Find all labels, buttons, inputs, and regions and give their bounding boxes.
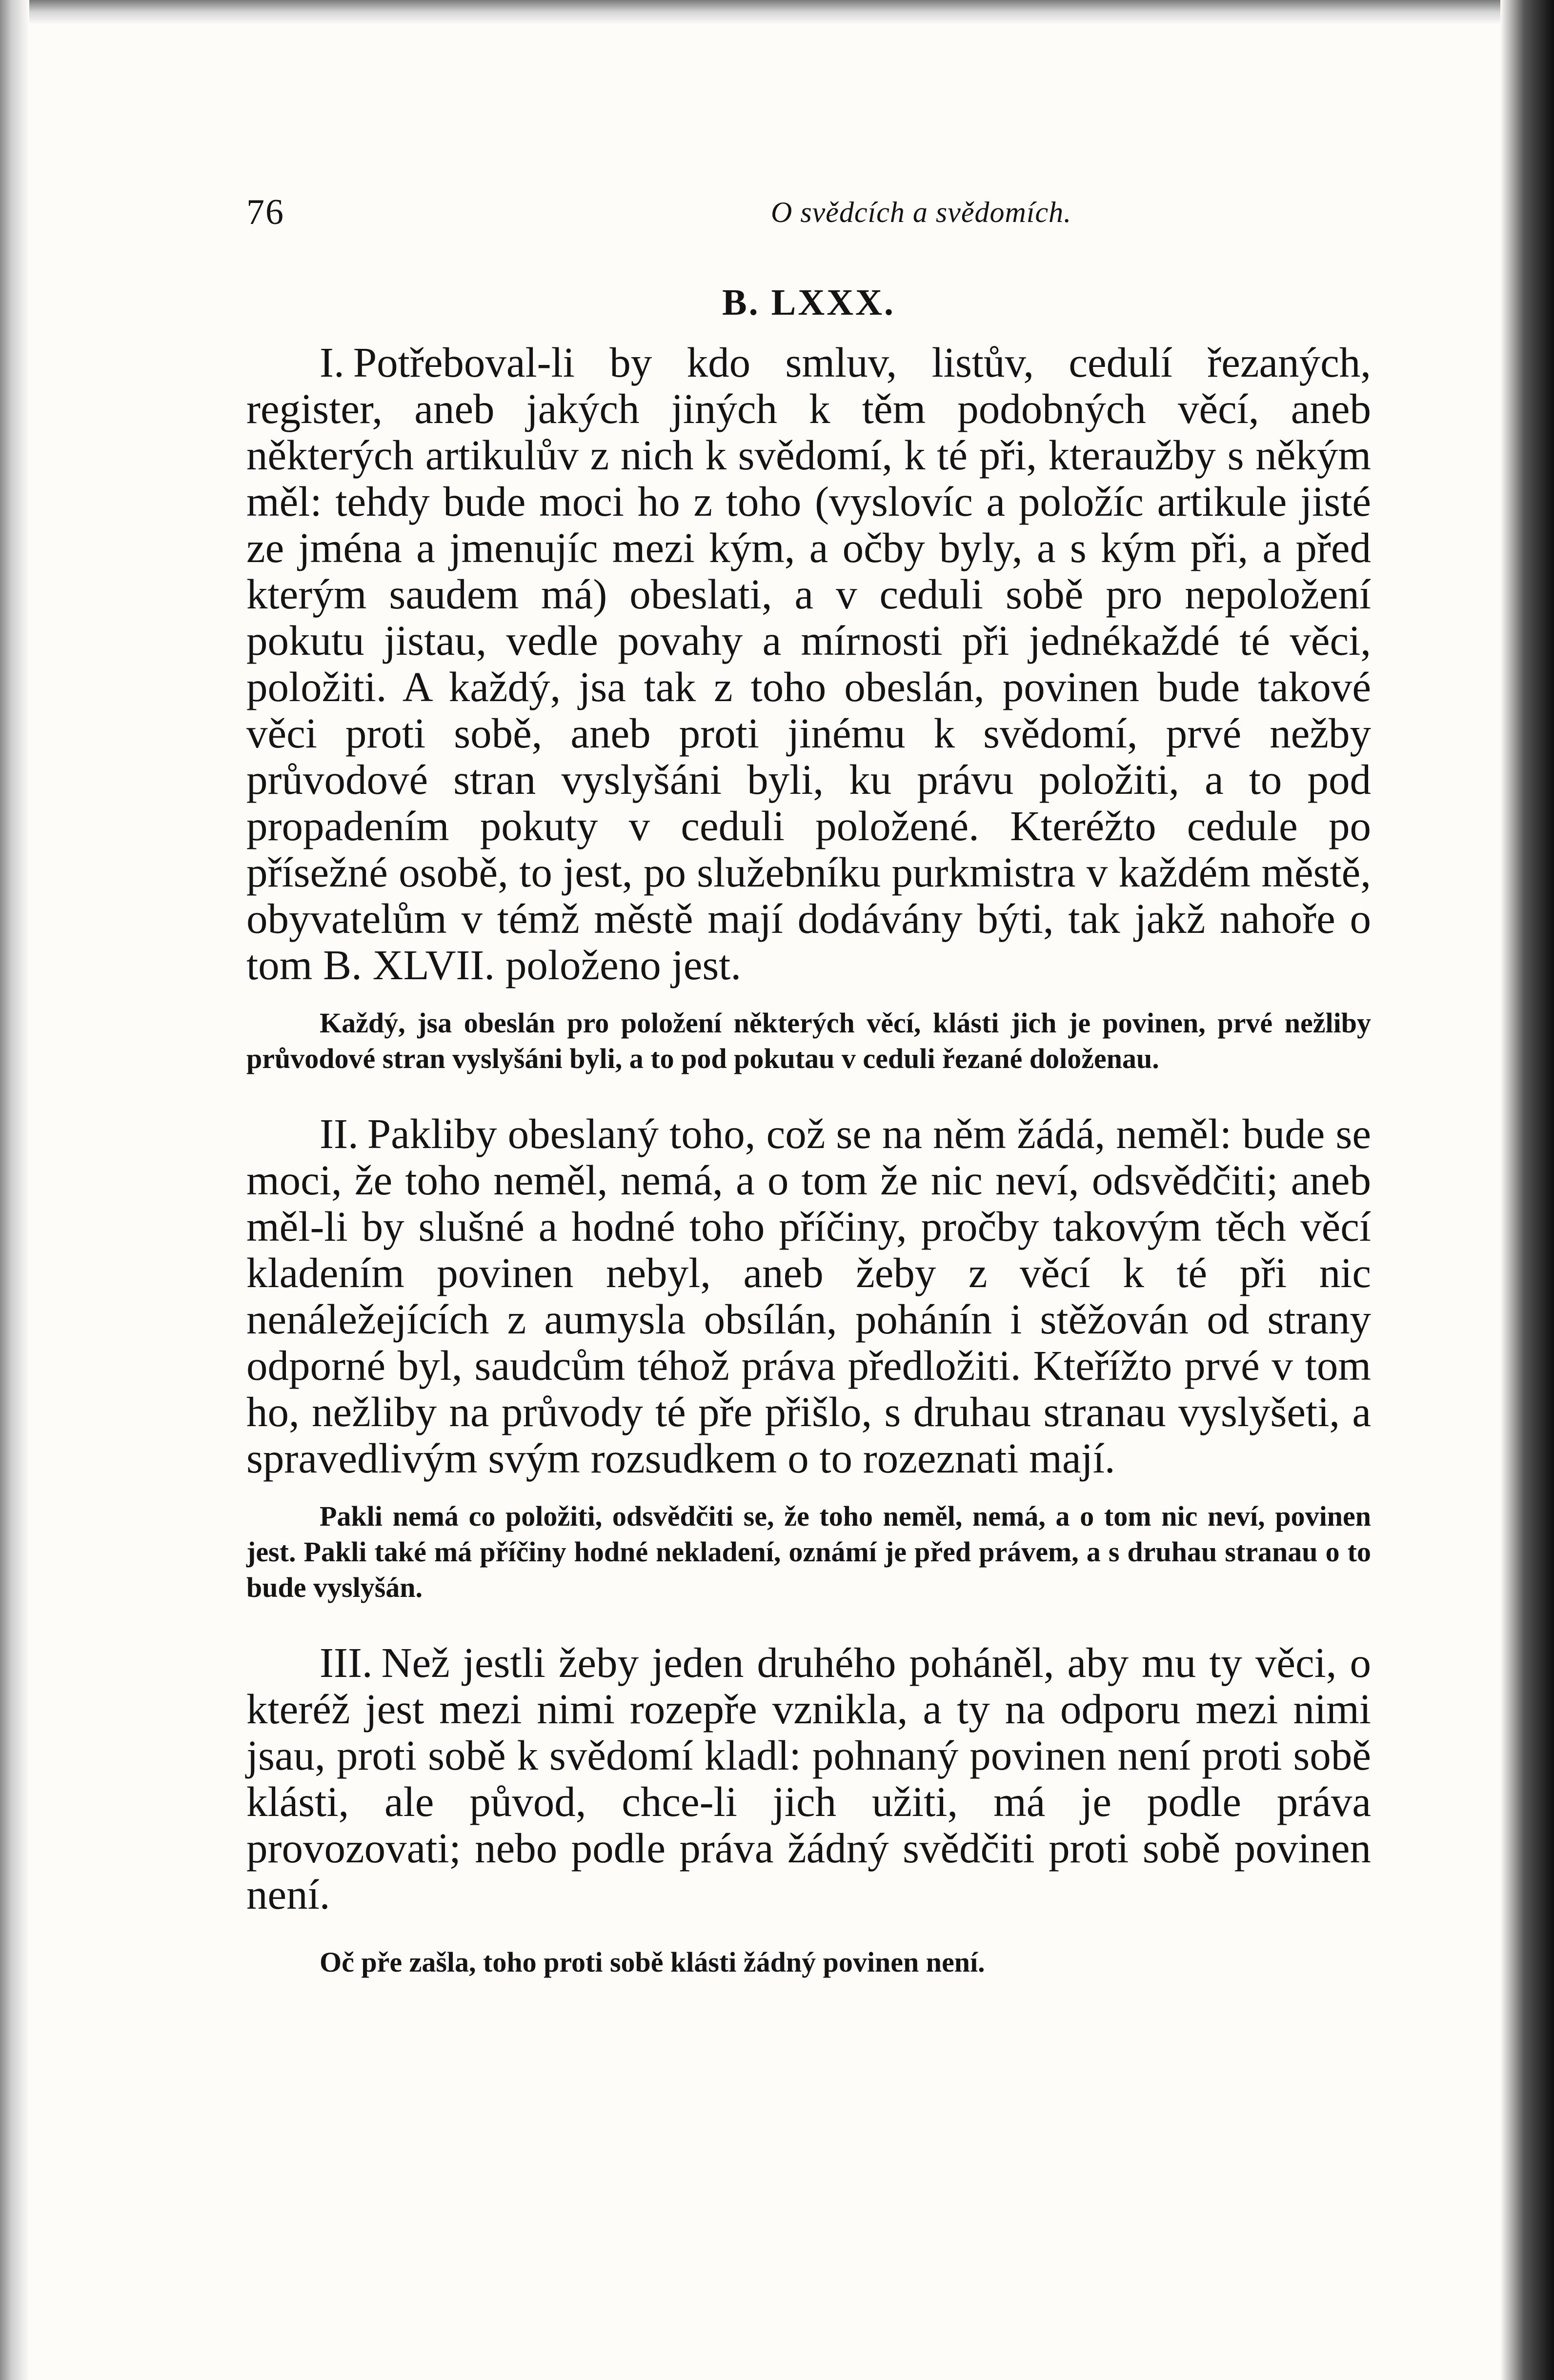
scan-shadow-right [1500, 0, 1554, 2380]
article-2-summary: Pakli nemá co položiti, odsvědčiti se, že toho neměl, nemá, a o tom nic neví, povinen jest. Pakli také má příčiny hodné nekladení, oznámí je před právem, a s druhau stranau o to bude vyslyšán. [246, 1500, 1371, 1603]
page-number: 76 [246, 192, 284, 232]
article-text: Potřeboval-li by kdo smluv, listův, cedulí řezaných, register, aneb jakých jiných k těm podobných věcí, aneb některých artikulův z nich k svědomí, k té při, kteraužby s někým měl: tehdy bude moci ho z toho (vyslovíc a položíc artikule jisté ze jména a jmenujíc mezi kým, a očby byly, a s kým při, a před kterým saudem má) obeslati, a v ceduli sobě pro nepoložení pokutu jistau, vedle povahy a mírnosti při jednékaždé té věci, položiti. A každý, jsa tak z toho obeslán, povinen bude takové věci proti sobě, aneb proti jinému k svědomí, prvé nežby průvodové stran vyslyšáni byli, ku právu položiti, a to pod propadením pokuty v ceduli položené. Kteréžto cedule po přísežné osobě, to jest, po služebníku purkmistra v každém městě, obyvatelům v témž městě mají dodávány býti, tak jakž nahoře o tom B. XLVII. položeno jest. [246, 339, 1371, 988]
article-1 [246, 339, 1371, 988]
page-body [246, 185, 1371, 1980]
article-3 [246, 1639, 1371, 1917]
article-2 [246, 1110, 1371, 1481]
running-head [246, 185, 1371, 239]
article-1-summary: Každý, jsa obeslán pro položení některých věcí, klásti jich je povinen, prvé nežliby průvodové stran vyslyšáni byli, a to pod pokutau v ceduli řezané doloženau. [246, 1007, 1371, 1074]
article-3-summary: Oč pře zašla, toho proti sobě klásti žádný povinen není. [320, 1946, 985, 1978]
article-number: III. [320, 1639, 373, 1686]
article-text: Než jestli žeby jeden druhého poháněl, aby mu ty věci, o kteréž jest mezi nimi rozepře vznikla, a ty na odporu mezi nimi jsau, proti sobě k svědomí kladl: pohnaný povinen není proti sobě klásti, ale původ, chce-li jich užiti, má je podle práva provozovati; nebo podle práva žádný svědčiti proti sobě povinen není. [246, 1639, 1371, 1918]
scan-shadow-left [0, 0, 29, 2380]
scan-shadow-top [0, 0, 1554, 24]
running-title: O svědcích a svědomích. [771, 196, 1072, 228]
article-text: Pakliby obeslaný toho, což se na něm žádá, neměl: bude se moci, že toho neměl, nemá, a o tom že nic neví, odsvědčiti; aneb měl-li by slušné a hodné toho příčiny, pročby takovým těch věcí kladením povinen nebyl, aneb žeby z věcí k té při nic nenáležejících z aumysla obsílán, pohánín i stěžován od strany odporné byl, saudcům téhož práva předložiti. Kteřížto prvé v tom ho, nežliby na průvody té pře přišlo, s druhau stranau vyslyšeti, a spravedlivým svým rozsudkem o to rozeznati mají. [246, 1110, 1371, 1482]
article-number: I. [320, 339, 344, 386]
article-number: II. [320, 1110, 359, 1157]
section-heading: B. LXXX. [722, 282, 896, 323]
